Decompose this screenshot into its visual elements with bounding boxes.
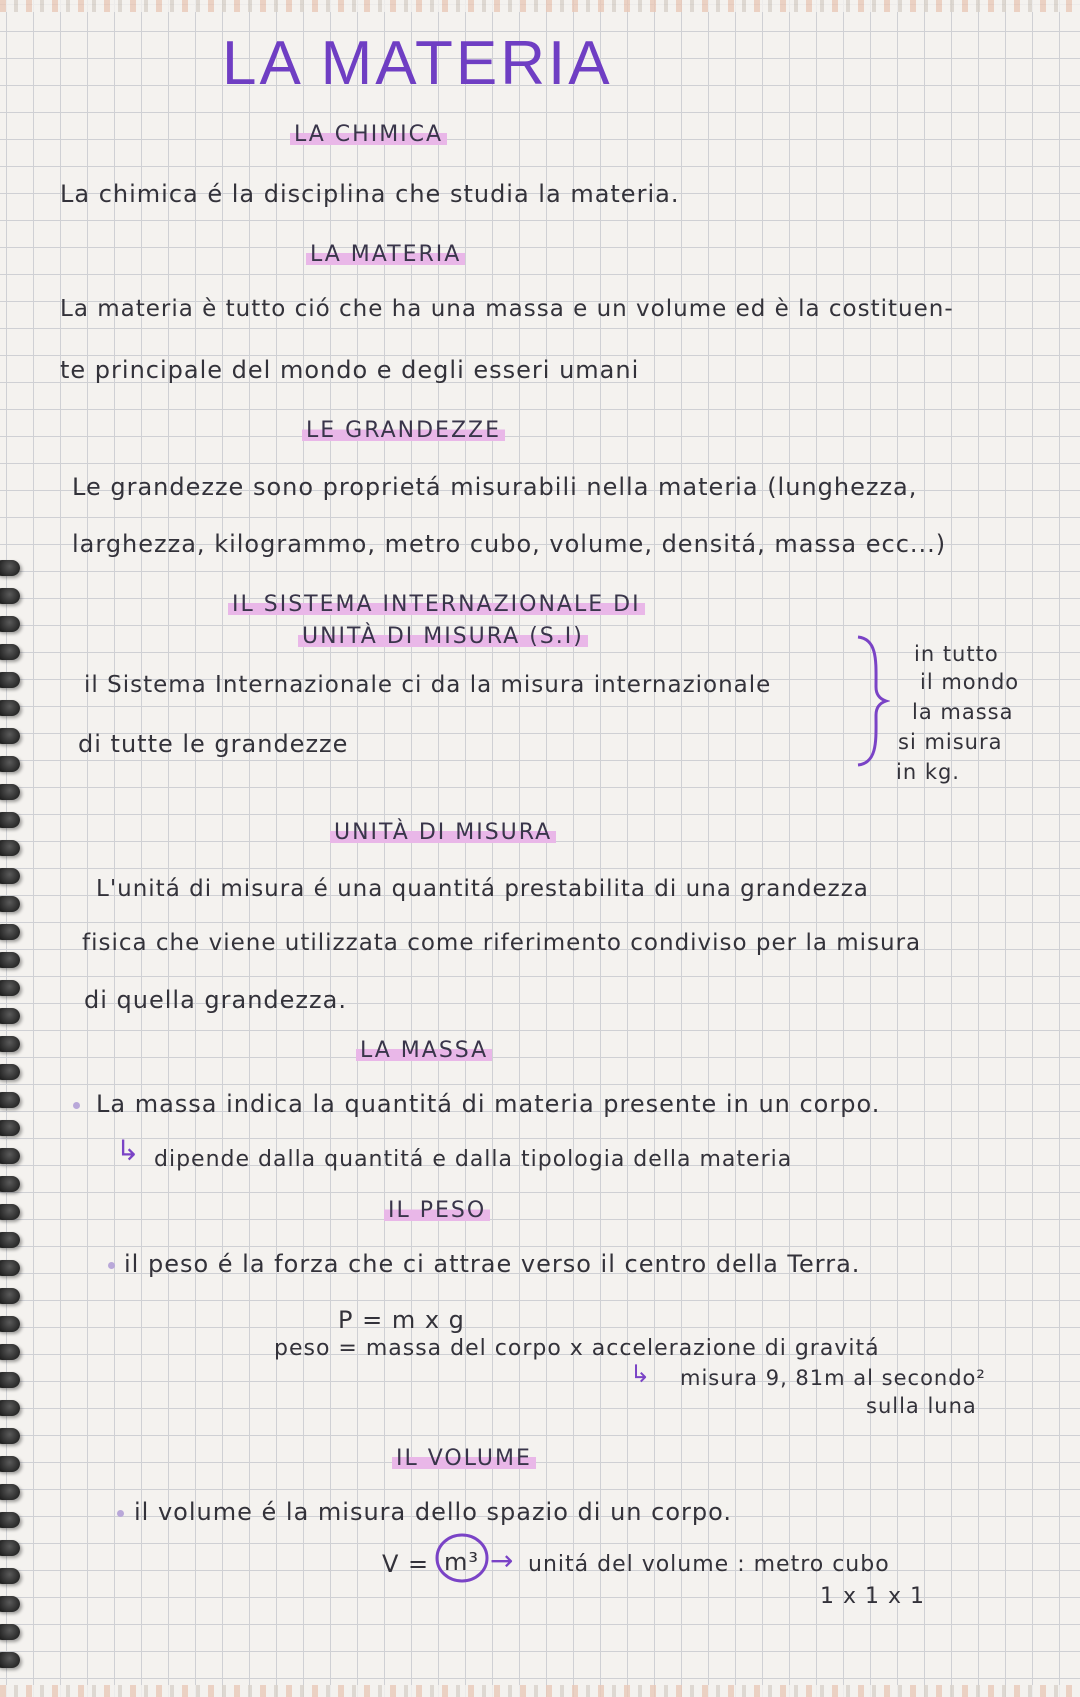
heading-grandezze: LE GRANDEZZE [302, 418, 505, 443]
binding-ring [0, 896, 20, 912]
side-note-5: in kg. [896, 760, 960, 784]
text-unita-3: di quella grandezza. [84, 986, 347, 1014]
binding-ring [0, 1596, 20, 1612]
page-top-edge [0, 0, 1080, 12]
arrow-massa-icon: ↳ [116, 1134, 141, 1167]
binding-ring [0, 784, 20, 800]
text-unita-1: L'unitá di misura é una quantitá prestabilita di una grandezza [96, 876, 869, 902]
side-note-2: il mondo [920, 670, 1020, 694]
binding-ring [0, 1260, 20, 1276]
binding-ring [0, 1484, 20, 1500]
binding-ring [0, 672, 20, 688]
arrow-volume-icon: → [490, 1544, 515, 1577]
binding-ring [0, 1568, 20, 1584]
text-volume-1: il volume é la misura dello spazio di un corpo. [134, 1498, 732, 1526]
side-note-1: in tutto [914, 642, 999, 666]
text-unita-2: fisica che viene utilizzata come riferimento condiviso per la misura [82, 930, 922, 956]
binding-ring [0, 952, 20, 968]
binding-ring [0, 1204, 20, 1220]
note-peso-1: misura 9, 81m al secondo² [680, 1366, 986, 1390]
binding-ring [0, 1232, 20, 1248]
text-massa-1: La massa indica la quantitá di materia presente in un corpo. [96, 1090, 881, 1118]
formula-volume-left: V = [382, 1550, 430, 1578]
heading-volume: IL VOLUME [392, 1446, 536, 1471]
text-materia-2: te principale del mondo e degli esseri umani [60, 356, 640, 384]
binding-ring [0, 1400, 20, 1416]
bullet-volume [117, 1510, 124, 1517]
binding-ring [0, 756, 20, 772]
binding-ring [0, 1344, 20, 1360]
binding-ring [0, 1540, 20, 1556]
formula-peso: P = m x g [338, 1306, 465, 1334]
heading-chimica: LA CHIMICA [290, 122, 447, 147]
heading-unita: UNITÀ DI MISURA [330, 820, 556, 845]
binding-ring [0, 1092, 20, 1108]
binding-ring [0, 728, 20, 744]
binding-ring [0, 980, 20, 996]
binding-ring [0, 812, 20, 828]
spiral-binding [0, 560, 26, 1690]
binding-ring [0, 924, 20, 940]
bullet-massa [73, 1102, 80, 1109]
binding-ring [0, 1176, 20, 1192]
binding-ring [0, 1428, 20, 1444]
heading-materia: LA MATERIA [306, 242, 465, 267]
text-peso-1: il peso é la forza che ci attrae verso il centro della Terra. [124, 1250, 861, 1278]
binding-ring [0, 1512, 20, 1528]
text-volume-calc: 1 x 1 x 1 [820, 1584, 926, 1609]
binding-ring [0, 1624, 20, 1640]
heading-massa: LA MASSA [356, 1038, 492, 1063]
side-note-4: si misura [898, 730, 1003, 754]
binding-ring [0, 588, 20, 604]
page-title: LA MATERIA [222, 29, 613, 98]
binding-ring [0, 1008, 20, 1024]
text-chimica-1: La chimica é la disciplina che studia la materia. [60, 180, 680, 208]
binding-ring [0, 1372, 20, 1388]
binding-ring [0, 840, 20, 856]
text-grandezze-1: Le grandezze sono proprietá misurabili nella materia (lunghezza, [72, 473, 918, 501]
heading-si-1: IL SISTEMA INTERNAZIONALE DI [228, 592, 645, 617]
bullet-peso [108, 1262, 115, 1269]
binding-ring [0, 1148, 20, 1164]
binding-ring [0, 1288, 20, 1304]
binding-ring [0, 868, 20, 884]
formula-peso-expl: peso = massa del corpo x accelerazione di gravitá [274, 1336, 880, 1361]
binding-ring [0, 644, 20, 660]
note-peso-2: sulla luna [866, 1394, 977, 1418]
text-si-1: il Sistema Internazionale ci da la misura internazionale [84, 672, 772, 698]
binding-ring [0, 560, 20, 576]
heading-peso: IL PESO [384, 1198, 490, 1223]
text-massa-2: dipende dalla quantitá e dalla tipologia della materia [154, 1147, 793, 1172]
binding-ring [0, 1456, 20, 1472]
binding-ring [0, 1120, 20, 1136]
text-materia-1: La materia è tutto ció che ha una massa e un volume ed è la costituen- [60, 296, 954, 322]
side-note-3: la massa [912, 700, 1014, 724]
unit-volume: m³ [444, 1548, 479, 1576]
text-volume-unit: unitá del volume : metro cubo [528, 1552, 890, 1577]
binding-ring [0, 700, 20, 716]
heading-si-2: UNITÀ DI MISURA (S.I) [298, 624, 588, 649]
arrow-peso-icon: ↳ [630, 1360, 652, 1388]
binding-ring [0, 1316, 20, 1332]
binding-ring [0, 616, 20, 632]
text-si-2: di tutte le grandezze [78, 730, 349, 758]
page-bottom-edge [0, 1685, 1080, 1697]
binding-ring [0, 1036, 20, 1052]
binding-ring [0, 1064, 20, 1080]
binding-ring [0, 1652, 20, 1668]
text-grandezze-2: larghezza, kilogrammo, metro cubo, volume, densitá, massa ecc...) [72, 530, 947, 558]
curly-brace-icon [850, 633, 890, 769]
